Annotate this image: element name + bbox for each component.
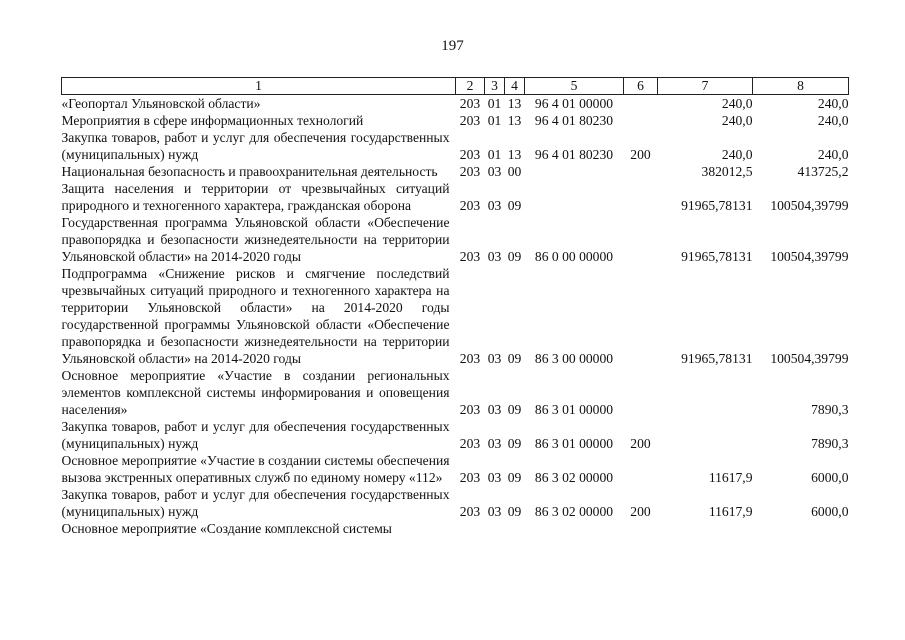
subsection-cell: 09 [507,402,522,417]
column-header: 4 [505,78,525,95]
table-row [62,367,849,418]
admin-code-cell: 203 [459,164,481,179]
table-row [62,520,849,537]
target-item-cell: 96 4 01 00000 [534,96,614,111]
section-cell: 03 [487,164,502,179]
amount-col7-cell: 91965,78131 [681,198,753,213]
row-name-cell: Закупка товаров, работ и услуг для обеспечения государственных (муниципальных) нужд [61,487,450,519]
section-cell: 03 [487,436,502,451]
table-row [62,95,849,113]
amount-col8-cell: 240,0 [817,147,849,162]
row-name-cell: Защита населения и территории от чрезвычайных ситуаций природного и техногенного характера, гражданская оборона [61,181,450,213]
row-name-cell: Основное мероприятие «Участие в создании региональных элементов комплексной системы информирования и оповещения населения» [61,368,450,417]
expense-type-cell [624,367,658,418]
admin-code-cell: 203 [459,351,481,366]
subsection-cell: 13 [507,113,522,128]
target-item-cell: 86 3 01 00000 [534,436,614,451]
amount-col8-cell [753,520,849,537]
table-row [62,112,849,129]
amount-col8-cell: 100504,39799 [770,198,849,213]
amount-col7-cell: 11617,9 [708,470,753,485]
amount-col7-cell: 240,0 [721,96,753,111]
admin-code-cell [456,520,485,537]
section-cell: 01 [487,113,502,128]
row-name-cell: Основное мероприятие «Участие в создании системы обеспечения вызова экстренных оперативных служб по единому номеру «112» [61,453,450,485]
target-item-cell [525,163,624,180]
target-item-cell: 86 3 01 00000 [534,402,614,417]
subsection-cell: 09 [507,351,522,366]
subsection-cell: 09 [507,249,522,264]
amount-col7-cell: 91965,78131 [681,249,753,264]
expense-type-cell [624,112,658,129]
table-row [62,163,849,180]
amount-col8-cell: 100504,39799 [770,351,849,366]
column-header: 2 [456,78,485,95]
row-name-cell: Закупка товаров, работ и услуг для обеспечения государственных (муниципальных) нужд [61,419,450,451]
table-row [62,129,849,163]
budget-table [61,77,849,537]
amount-col8-cell: 240,0 [817,113,849,128]
subsection-cell: 13 [507,96,522,111]
subsection-cell: 13 [507,147,522,162]
expense-type-cell: 200 [630,147,651,162]
amount-col8-cell: 240,0 [817,96,849,111]
expense-type-cell [624,214,658,265]
section-cell: 03 [487,504,502,519]
subsection-cell [505,520,525,537]
table-row [62,418,849,452]
table-row [62,180,849,214]
amount-col8-cell: 413725,2 [797,164,849,179]
admin-code-cell: 203 [459,249,481,264]
amount-col7-cell [658,520,753,537]
section-cell: 03 [487,470,502,485]
table-body [62,95,849,538]
amount-col7-cell: 382012,5 [701,164,753,179]
row-name-cell: Закупка товаров, работ и услуг для обеспечения государственных (муниципальных) нужд [61,130,450,162]
admin-code-cell: 203 [459,436,481,451]
column-header: 8 [753,78,849,95]
amount-col8-cell: 7890,3 [811,402,849,417]
table-row [62,486,849,520]
expense-type-cell [624,452,658,486]
column-header: 3 [485,78,505,95]
row-name-cell: Национальная безопасность и правоохранительная деятельность [61,164,438,179]
amount-col8-cell: 100504,39799 [770,249,849,264]
expense-type-cell [624,95,658,113]
subsection-cell: 09 [507,470,522,485]
page-number: 197 [441,38,464,54]
table-row [62,214,849,265]
table-row [62,452,849,486]
section-cell [485,520,505,537]
target-item-cell: 96 4 01 80230 [534,113,614,128]
subsection-cell: 00 [507,164,522,179]
admin-code-cell: 203 [459,113,481,128]
section-cell: 03 [487,249,502,264]
expense-type-cell [624,265,658,367]
expense-type-cell [624,180,658,214]
target-item-cell [525,520,624,537]
expense-type-cell: 200 [630,436,651,451]
table-row [62,265,849,367]
row-name-cell: «Геопортал Ульяновской области» [61,96,261,111]
amount-col7-cell: 11617,9 [708,504,753,519]
row-name-cell: Государственная программа Ульяновской области «Обеспечение правопорядка и безопасности жизнедеятельности на территории Ульяновской области» на 2014-2020 годы [61,215,450,264]
column-header: 1 [62,78,456,95]
subsection-cell: 09 [507,198,522,213]
row-name-cell: Основное мероприятие «Создание комплексной системы [61,521,392,536]
amount-col7-cell: 91965,78131 [681,351,753,366]
section-cell: 01 [487,96,502,111]
column-header: 7 [658,78,753,95]
target-item-cell: 86 3 02 00000 [534,470,614,485]
target-item-cell: 86 0 00 00000 [534,249,614,264]
section-cell: 01 [487,147,502,162]
amount-col7-cell: 240,0 [721,147,753,162]
admin-code-cell: 203 [459,470,481,485]
column-header: 6 [624,78,658,95]
expense-type-cell [624,163,658,180]
amount-col7-cell: 240,0 [721,113,753,128]
column-header: 5 [525,78,624,95]
amount-col8-cell: 7890,3 [811,436,849,451]
amount-col7-cell [658,367,753,418]
subsection-cell: 09 [507,504,522,519]
admin-code-cell: 203 [459,402,481,417]
expense-type-cell: 200 [630,504,651,519]
row-name-cell: Подпрограмма «Снижение рисков и смягчение последствий чрезвычайных ситуаций природного и техногенного характера на территории Ульяновской области» на 2014-2020 годы государственной программы Ульяновской области «Обеспечение правопорядка и безопасности жизнедеятельности на территории Ульяновской области» на 2014-2020 годы [61,266,450,366]
target-item-cell [525,180,624,214]
row-name-cell: Мероприятия в сфере информационных технологий [61,113,364,128]
section-cell: 03 [487,351,502,366]
admin-code-cell: 203 [459,504,481,519]
admin-code-cell: 203 [459,96,481,111]
amount-col7-cell [658,418,753,452]
column-number-header-row [62,78,849,95]
admin-code-cell: 203 [459,198,481,213]
subsection-cell: 09 [507,436,522,451]
admin-code-cell: 203 [459,147,481,162]
section-cell: 03 [487,198,502,213]
target-item-cell: 86 3 00 00000 [534,351,614,366]
amount-col8-cell: 6000,0 [811,470,849,485]
target-item-cell: 96 4 01 80230 [534,147,614,162]
section-cell: 03 [487,402,502,417]
amount-col8-cell: 6000,0 [811,504,849,519]
target-item-cell: 86 3 02 00000 [534,504,614,519]
expense-type-cell [624,520,658,537]
